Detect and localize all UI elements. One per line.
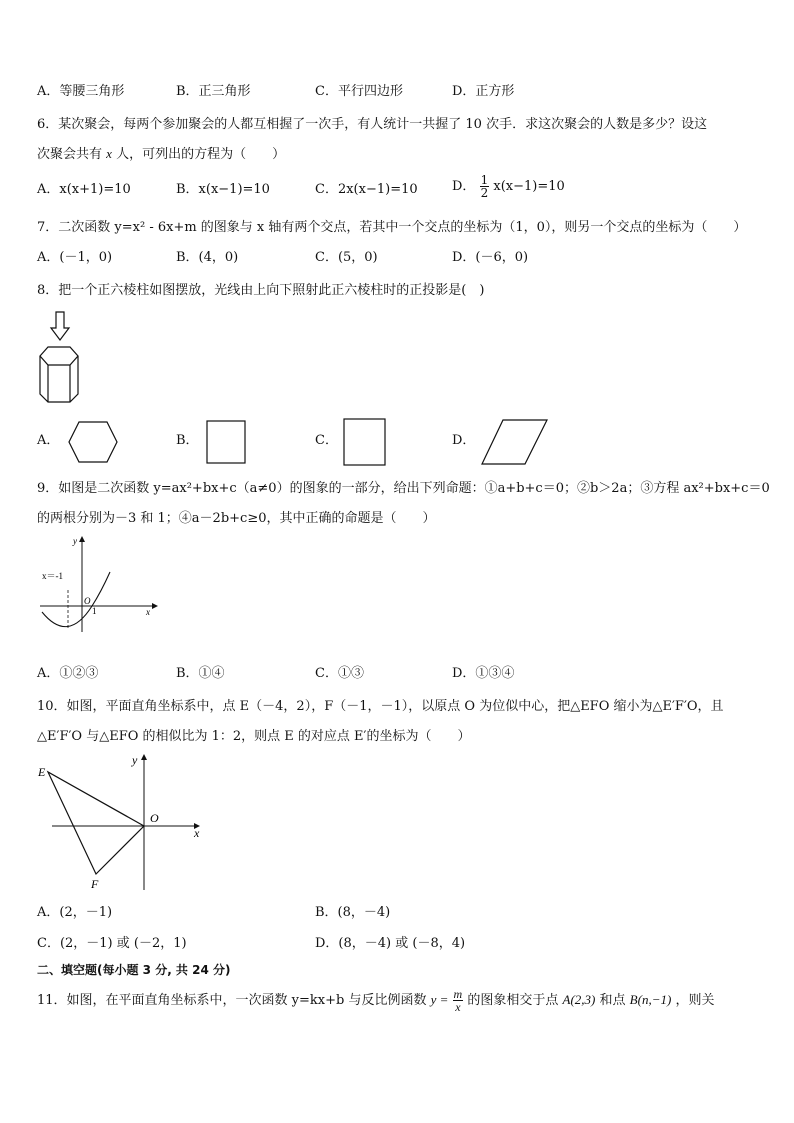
q8-label-c[interactable]: C． bbox=[315, 433, 338, 448]
q10-option-a[interactable]: A．(2，－1) bbox=[37, 905, 113, 920]
q6-option-b[interactable]: B．x(x−1)=10 bbox=[176, 182, 270, 197]
q11-equation-lhs: y = bbox=[430, 992, 449, 1007]
origin-label: O bbox=[84, 596, 91, 606]
point-f-label: F bbox=[91, 877, 99, 891]
q7-option-c[interactable]: C．(5，0) bbox=[315, 250, 378, 265]
q9-stem-line2: 的两根分别为－3 和 1；④a－2b+c≥0，其中正确的命题是（ ） bbox=[37, 511, 436, 526]
q5-option-a[interactable]: A．等腰三角形 bbox=[37, 84, 125, 99]
q8-option-c-square[interactable] bbox=[343, 418, 387, 466]
q7-option-d[interactable]: D．(－6，0) bbox=[452, 250, 529, 265]
q11-stem bbox=[37, 988, 714, 1013]
q11-fraction-numerator: m bbox=[453, 987, 463, 1001]
q9-option-c[interactable]: C．①③ bbox=[315, 666, 364, 681]
q8-option-d-parallelogram[interactable] bbox=[481, 419, 549, 465]
q6-option-d-rest: x(x−1)=10 bbox=[493, 179, 565, 194]
q10-option-c[interactable]: C．(2，－1) 或 (－2，1) bbox=[37, 936, 187, 951]
q8-label-a[interactable]: A． bbox=[37, 433, 60, 448]
prism-top-face bbox=[40, 347, 78, 365]
q7-option-b[interactable]: B．(4，0) bbox=[176, 250, 239, 265]
hexagonal-prism-figure bbox=[36, 310, 86, 405]
q6-stem-text-a: 次聚会共有 bbox=[37, 147, 103, 162]
triangle-efo bbox=[48, 772, 144, 874]
q10-triangle-graph bbox=[36, 750, 206, 892]
q7-option-a[interactable]: A．(－1，0) bbox=[37, 250, 113, 265]
q6-option-d-fraction bbox=[480, 174, 490, 199]
q11-point-a: A(2,3) bbox=[562, 992, 596, 1007]
down-arrow-icon bbox=[51, 312, 69, 340]
y-axis-arrow-icon bbox=[141, 754, 147, 760]
q6-stem-text-b: 人，可列出的方程为（ ） bbox=[116, 147, 286, 162]
q6-variable: x bbox=[106, 146, 112, 161]
q11-text-part3: 和点 bbox=[599, 993, 626, 1008]
point-e-label: E bbox=[38, 765, 46, 779]
q6-option-c[interactable]: C．2x(x−1)=10 bbox=[315, 182, 418, 197]
q5-option-d[interactable]: D．正方形 bbox=[452, 84, 515, 99]
section-2-title: 二、填空题(每小题 3 分, 共 24 分) bbox=[37, 963, 231, 977]
q8-option-a-hexagon[interactable] bbox=[67, 420, 119, 464]
q8-stem: 8．把一个正六棱柱如图摆放，光线由上向下照射此正六棱柱时的正投影是( ) bbox=[37, 283, 485, 298]
x-axis-label: x bbox=[146, 607, 150, 617]
q8-label-d[interactable]: D． bbox=[452, 433, 476, 448]
q8-option-b-square[interactable] bbox=[206, 420, 246, 464]
x-axis-label: x bbox=[194, 826, 200, 840]
y-axis-label: y bbox=[132, 753, 138, 767]
q9-option-d[interactable]: D．①③④ bbox=[452, 666, 515, 681]
q9-option-a[interactable]: A．①②③ bbox=[37, 666, 99, 681]
q11-text-part2: 的图象相交于点 bbox=[467, 993, 559, 1008]
q11-text-part4: ，则关 bbox=[675, 993, 715, 1008]
q6-option-d-label: D． bbox=[452, 179, 476, 194]
x-axis-arrow-icon bbox=[152, 603, 158, 609]
symmetry-axis-label: x＝-1 bbox=[42, 571, 63, 581]
q5-option-b[interactable]: B．正三角形 bbox=[176, 84, 251, 99]
y-axis-arrow-icon bbox=[79, 536, 85, 542]
q9-stem-line1: 9．如图是二次函数 y=ax²+bx+c（a≠0）的图象的一部分，给出下列命题：①a+b+c＝0；②b＞2a；③方程 ax²+bx+c＝0 bbox=[37, 481, 770, 496]
tick-label-1: 1 bbox=[92, 606, 97, 616]
q6-option-d[interactable] bbox=[452, 174, 565, 199]
q6-stem-line2 bbox=[37, 147, 285, 161]
q10-stem-line1: 10．如图，平面直角坐标系中，点 E（－4，2），F（－1，－1），以原点 O 为位似中心，把△EFO 缩小为△E′F′O，且 bbox=[37, 699, 724, 714]
q6-fraction-numerator: 1 bbox=[480, 173, 489, 187]
y-axis-label: y bbox=[73, 536, 77, 546]
q7-stem: 7．二次函数 y=x² - 6x+m 的图象与 x 轴有两个交点，若其中一个交点的坐标为（1，0），则另一个交点的坐标为（ ） bbox=[37, 220, 747, 235]
q8-label-b[interactable]: B． bbox=[176, 433, 199, 448]
q9-parabola-graph bbox=[36, 534, 161, 634]
q9-option-b[interactable]: B．①④ bbox=[176, 666, 225, 681]
q11-fraction bbox=[453, 988, 464, 1013]
q10-option-d[interactable]: D．(8，－4) 或 (－8，4) bbox=[315, 936, 466, 951]
q6-stem-line1: 6．某次聚会，每两个参加聚会的人都互相握了一次手，有人统计一共握了 10 次手．求这次聚会的人数是多少？设这 bbox=[37, 117, 708, 132]
q10-option-b[interactable]: B．(8，－4) bbox=[315, 905, 391, 920]
q5-option-c[interactable]: C．平行四边形 bbox=[315, 84, 403, 99]
q10-stem-line2: △E′F′O 与△EFO 的相似比为 1：2，则点 E 的对应点 E′的坐标为（ ） bbox=[37, 729, 471, 744]
q11-text-part1: 11．如图，在平面直角坐标系中，一次函数 y=kx+b 与反比例函数 bbox=[37, 993, 427, 1008]
q6-fraction-denominator: 2 bbox=[480, 186, 489, 200]
origin-label: O bbox=[150, 811, 159, 825]
q6-option-a[interactable]: A．x(x+1)=10 bbox=[37, 182, 131, 197]
q11-fraction-denominator: x bbox=[455, 1000, 461, 1014]
q11-point-b: B(n,−1) bbox=[629, 992, 672, 1007]
